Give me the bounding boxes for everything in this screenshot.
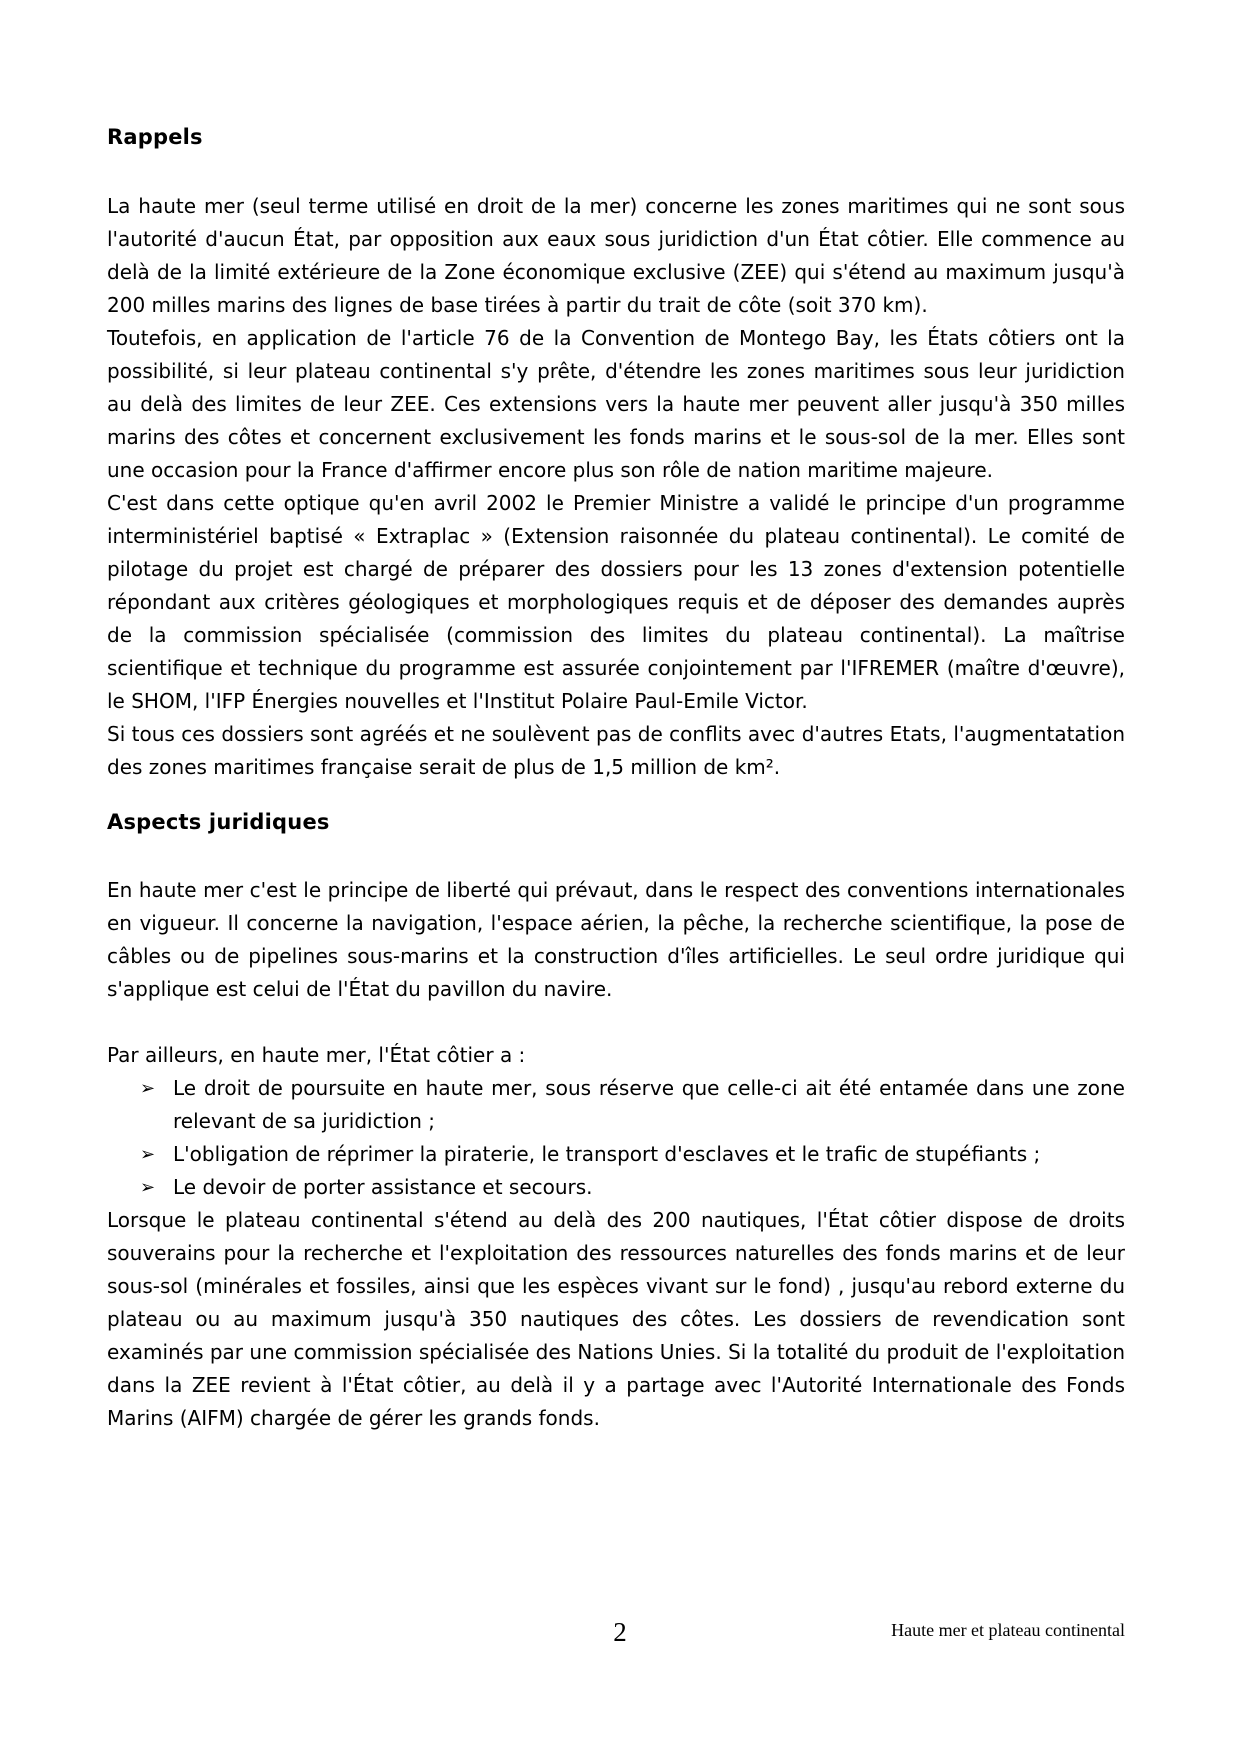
arrowhead-bullet-icon: ➢	[140, 1144, 156, 1165]
list-item-text: L'obligation de réprimer la piraterie, le transport d'esclaves et le trafic de stupéfiants ;	[173, 1142, 1041, 1166]
list-item-obligation-piraterie	[107, 1138, 1125, 1171]
paragraph-augmentation-zones: Si tous ces dossiers sont agréés et ne soulèvent pas de conflits avec d'autres Etats, l'augmentatation des zones maritimes française serait de plus de 1,5 million de km².	[107, 722, 1125, 779]
arrowhead-bullet-icon: ➢	[140, 1177, 156, 1198]
arrowhead-bullet-icon: ➢	[140, 1078, 156, 1099]
paragraph-plateau-continental-droits: Lorsque le plateau continental s'étend au delà des 200 nautiques, l'État côtier dispose de droits souverains pour la recherche et l'exploitation des ressources naturelles des fonds marins et de leur sous-sol (minérales et fossiles, ainsi que les espèces vivant sur le fond) , jusqu'au rebord externe du plateau ou au maximum jusqu'à 350 nautiques des côtes. Les dossiers de revendication sont examinés par une commission spécialisée des Nations Unies. Si la totalité du produit de l'exploitation dans la ZEE revient à l'État côtier, au delà il y a partage avec l'Autorité Internationale des Fonds Marins (AIFM) chargée de gérer les grands fonds.	[107, 1208, 1125, 1430]
paragraph-etat-cotier-intro: Par ailleurs, en haute mer, l'État côtier a :	[107, 1043, 526, 1067]
paragraph-haute-mer-definition: La haute mer (seul terme utilisé en droit de la mer) concerne les zones maritimes qui ne sont sous l'autorité d'aucun État, par opposition aux eaux sous juridiction d'un État côtier. Elle commence au delà de la limité extérieure de la Zone économique exclusive (ZEE) qui s'étend au maximum jusqu'à 200 milles marins des lignes de base tirées à partir du trait de côte (soit 370 km).	[107, 194, 1125, 317]
paragraph-montego-bay: Toutefois, en application de l'article 76 de la Convention de Montego Bay, les États côtiers ont la possibilité, si leur plateau continental s'y prête, d'étendre les zones maritimes sous leur juridiction au delà des limites de leur ZEE. Ces extensions vers la haute mer peuvent aller jusqu'à 350 milles marins des côtes et concernent exclusivement les fonds marins et le sous-sol de la mer. Elles sont une occasion pour la France d'affirmer encore plus son rôle de nation maritime majeure.	[107, 326, 1125, 482]
list-item-text: Le droit de poursuite en haute mer, sous réserve que celle-ci ait été entamée dans une zone relevant de sa juridiction ;	[173, 1076, 1125, 1133]
footer-document-title: Haute mer et plateau continental	[891, 1620, 1125, 1640]
paragraph-principe-liberte: En haute mer c'est le principe de liberté qui prévaut, dans le respect des conventions internationales en vigueur. Il concerne la navigation, l'espace aérien, la pêche, la recherche scientifique, la pose de câbles ou de pipelines sous-marins et la construction d'îles artificielles. Le seul ordre juridique qui s'applique est celui de l'État du pavillon du navire.	[107, 878, 1125, 1001]
section-heading-aspects-juridiques: Aspects juridiques	[107, 810, 330, 834]
page-footer	[0, 1616, 1240, 1656]
rights-bullet-list	[107, 1072, 1125, 1204]
paragraph-extraplac: C'est dans cette optique qu'en avril 2002 le Premier Ministre a validé le principe d'un programme interministériel baptisé « Extraplac » (Extension raisonnée du plateau continental). Le comité de pilotage du projet est chargé de préparer des dossiers pour les 13 zones d'extension potentielle répondant aux critères géologiques et morphologiques requis et de déposer des demandes auprès de la commission spécialisée (commission des limites du plateau continental). La maîtrise scientifique et technique du programme est assurée conjointement par l'IFREMER (maître d'œuvre), le SHOM, l'IFP Énergies nouvelles et l'Institut Polaire Paul-Emile Victor.	[107, 491, 1125, 713]
section-heading-rappels: Rappels	[107, 125, 203, 149]
page-number: 2	[613, 1617, 627, 1647]
list-item-droit-poursuite	[107, 1072, 1125, 1138]
list-item-devoir-assistance	[107, 1171, 1125, 1204]
list-item-text: Le devoir de porter assistance et secours.	[173, 1175, 593, 1199]
